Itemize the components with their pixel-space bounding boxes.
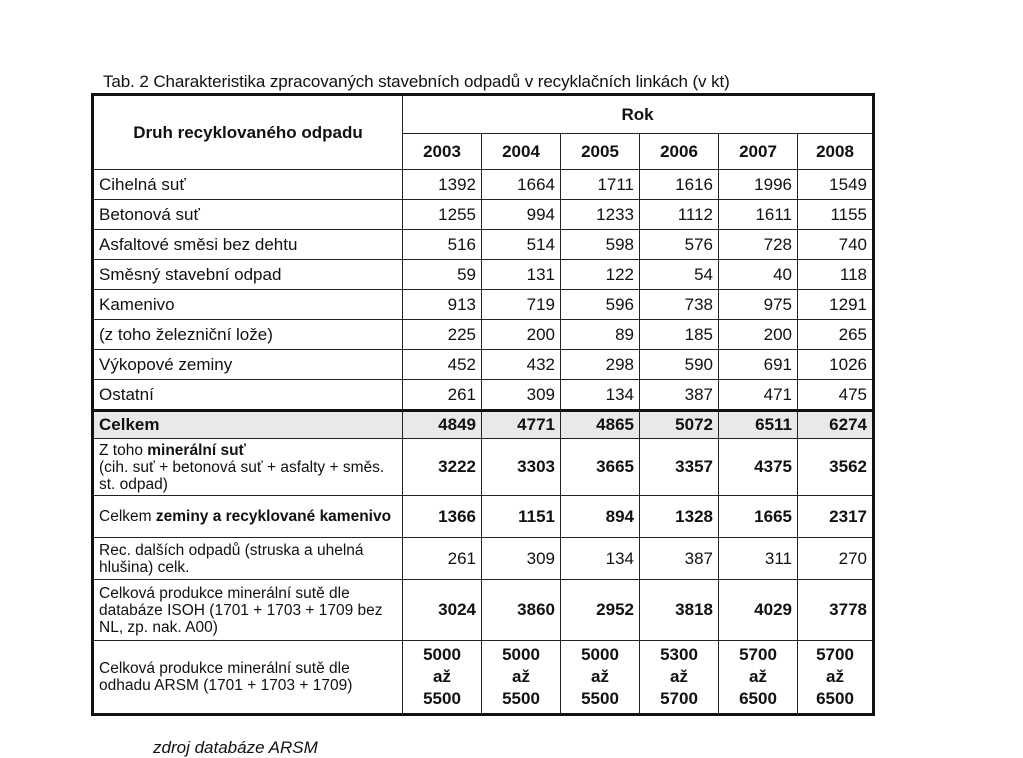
cell-value: 1366: [403, 496, 482, 538]
range-connector: až: [670, 667, 688, 686]
row-label: [93, 439, 403, 496]
range-connector: až: [591, 667, 609, 686]
table-row: [93, 496, 874, 538]
cell-value: 728: [719, 230, 798, 260]
cell-value: 1291: [798, 290, 874, 320]
cell-value: 185: [640, 320, 719, 350]
cell-value: 1665: [719, 496, 798, 538]
source-note: zdroj databáze ARSM: [153, 738, 318, 757]
table-row: [93, 260, 874, 290]
cell-value: 598: [561, 230, 640, 260]
cell-value: 3818: [640, 580, 719, 641]
row-label: Celková produkce minerální sutě dle odhadu ARSM (1701 + 1703 + 1709): [93, 641, 403, 715]
table-row: [93, 641, 874, 715]
cell-value: 1616: [640, 170, 719, 200]
cell-value: 59: [403, 260, 482, 290]
cell-value: 298: [561, 350, 640, 380]
cell-value: 913: [403, 290, 482, 320]
range-from: 5000: [502, 645, 540, 664]
cell-value: 975: [719, 290, 798, 320]
table-caption: Tab. 2 Charakteristika zpracovaných stavebních odpadů v recyklačních linkách (v kt): [103, 72, 730, 91]
cell-value: 1155: [798, 200, 874, 230]
range-connector: až: [826, 667, 844, 686]
row-label-detail: (cih. suť + betonová suť + asfalty + směs. st. odpad): [99, 458, 385, 493]
cell-value: 590: [640, 350, 719, 380]
table-row: [93, 580, 874, 641]
year-header: 2005: [561, 134, 640, 170]
range-connector: až: [433, 667, 451, 686]
row-label: Ostatní: [93, 380, 403, 411]
range-from: 5700: [816, 645, 854, 664]
cell-value: 3357: [640, 439, 719, 496]
total-row: [93, 411, 874, 439]
table-row: [93, 350, 874, 380]
cell-value: 3222: [403, 439, 482, 496]
cell-value: 576: [640, 230, 719, 260]
cell-value: 309: [482, 538, 561, 580]
table-row: [93, 200, 874, 230]
cell-value: 54: [640, 260, 719, 290]
cell-value: 225: [403, 320, 482, 350]
table-row: [93, 230, 874, 260]
range-connector: až: [749, 667, 767, 686]
row-label: Betonová suť: [93, 200, 403, 230]
cell-value: 719: [482, 290, 561, 320]
table-row: [93, 538, 874, 580]
row-label-prefix: Z toho: [99, 441, 148, 459]
year-header: 2007: [719, 134, 798, 170]
row-label: (z toho železniční lože): [93, 320, 403, 350]
year-header: 2008: [798, 134, 874, 170]
range-cell: [719, 641, 798, 715]
range-to: 5500: [581, 689, 619, 708]
cell-value: 475: [798, 380, 874, 411]
cell-value: 1549: [798, 170, 874, 200]
cell-value: 1112: [640, 200, 719, 230]
table-row: [93, 290, 874, 320]
range-to: 5500: [423, 689, 461, 708]
cell-value: 89: [561, 320, 640, 350]
range-to: 5700: [660, 689, 698, 708]
cell-value: 311: [719, 538, 798, 580]
cell-value: 6274: [798, 411, 874, 439]
year-header: 2003: [403, 134, 482, 170]
cell-value: 740: [798, 230, 874, 260]
range-to: 6500: [816, 689, 854, 708]
range-cell: [561, 641, 640, 715]
year-group-header: Rok: [403, 95, 874, 134]
table-row: [93, 320, 874, 350]
cell-value: 4029: [719, 580, 798, 641]
cell-value: 3024: [403, 580, 482, 641]
range-from: 5700: [739, 645, 777, 664]
row-label: Asfaltové směsi bez dehtu: [93, 230, 403, 260]
row-label: Směsný stavební odpad: [93, 260, 403, 290]
range-to: 6500: [739, 689, 777, 708]
cell-value: 387: [640, 380, 719, 411]
cell-value: 1233: [561, 200, 640, 230]
cell-value: 894: [561, 496, 640, 538]
row-label: Výkopové zeminy: [93, 350, 403, 380]
row-label: Kamenivo: [93, 290, 403, 320]
row-label-prefix: Celkem: [99, 508, 156, 525]
cell-value: 131: [482, 260, 561, 290]
cell-value: 1711: [561, 170, 640, 200]
range-cell: [403, 641, 482, 715]
range-from: 5000: [423, 645, 461, 664]
cell-value: 1611: [719, 200, 798, 230]
row-label: [93, 496, 403, 538]
row-label: Celková produkce minerální sutě dle databáze ISOH (1701 + 1703 + 1709 bez NL, zp. nak. A00): [93, 580, 403, 641]
table-row: [93, 439, 874, 496]
year-header: 2006: [640, 134, 719, 170]
row-label: Celkem: [93, 411, 403, 439]
cell-value: 1664: [482, 170, 561, 200]
cell-value: 4375: [719, 439, 798, 496]
cell-value: 514: [482, 230, 561, 260]
cell-value: 452: [403, 350, 482, 380]
cell-value: 1026: [798, 350, 874, 380]
cell-value: 261: [403, 538, 482, 580]
cell-value: 134: [561, 538, 640, 580]
cell-value: 4849: [403, 411, 482, 439]
range-from: 5000: [581, 645, 619, 664]
table-row: [93, 170, 874, 200]
cell-value: 738: [640, 290, 719, 320]
cell-value: 4771: [482, 411, 561, 439]
cell-value: 4865: [561, 411, 640, 439]
cell-value: 40: [719, 260, 798, 290]
row-label: Rec. dalších odpadů (struska a uhelná hlušina) celk.: [93, 538, 403, 580]
cell-value: 994: [482, 200, 561, 230]
cell-value: 471: [719, 380, 798, 411]
cell-value: 1392: [403, 170, 482, 200]
year-header: 2004: [482, 134, 561, 170]
row-label-header: Druh recyklovaného odpadu: [93, 95, 403, 170]
cell-value: 387: [640, 538, 719, 580]
range-from: 5300: [660, 645, 698, 664]
range-cell: [482, 641, 561, 715]
cell-value: 1255: [403, 200, 482, 230]
cell-value: 3778: [798, 580, 874, 641]
cell-value: 5072: [640, 411, 719, 439]
cell-value: 200: [719, 320, 798, 350]
cell-value: 3860: [482, 580, 561, 641]
cell-value: 516: [403, 230, 482, 260]
cell-value: 309: [482, 380, 561, 411]
cell-value: 134: [561, 380, 640, 411]
cell-value: 3303: [482, 439, 561, 496]
range-cell: [640, 641, 719, 715]
cell-value: 6511: [719, 411, 798, 439]
cell-value: 200: [482, 320, 561, 350]
cell-value: 1151: [482, 496, 561, 538]
cell-value: 1996: [719, 170, 798, 200]
row-label-bold: minerální suť: [147, 441, 246, 459]
range-connector: až: [512, 667, 530, 686]
cell-value: 122: [561, 260, 640, 290]
row-label: Cihelná suť: [93, 170, 403, 200]
waste-table: [91, 93, 875, 716]
range-cell: [798, 641, 874, 715]
cell-value: 691: [719, 350, 798, 380]
cell-value: 265: [798, 320, 874, 350]
cell-value: 2952: [561, 580, 640, 641]
cell-value: 596: [561, 290, 640, 320]
cell-value: 261: [403, 380, 482, 411]
cell-value: 3562: [798, 439, 874, 496]
cell-value: 1328: [640, 496, 719, 538]
range-to: 5500: [502, 689, 540, 708]
table-row: [93, 380, 874, 411]
cell-value: 118: [798, 260, 874, 290]
cell-value: 2317: [798, 496, 874, 538]
cell-value: 270: [798, 538, 874, 580]
cell-value: 3665: [561, 439, 640, 496]
cell-value: 432: [482, 350, 561, 380]
row-label-bold: zeminy a recyklované kamenivo: [155, 508, 392, 525]
